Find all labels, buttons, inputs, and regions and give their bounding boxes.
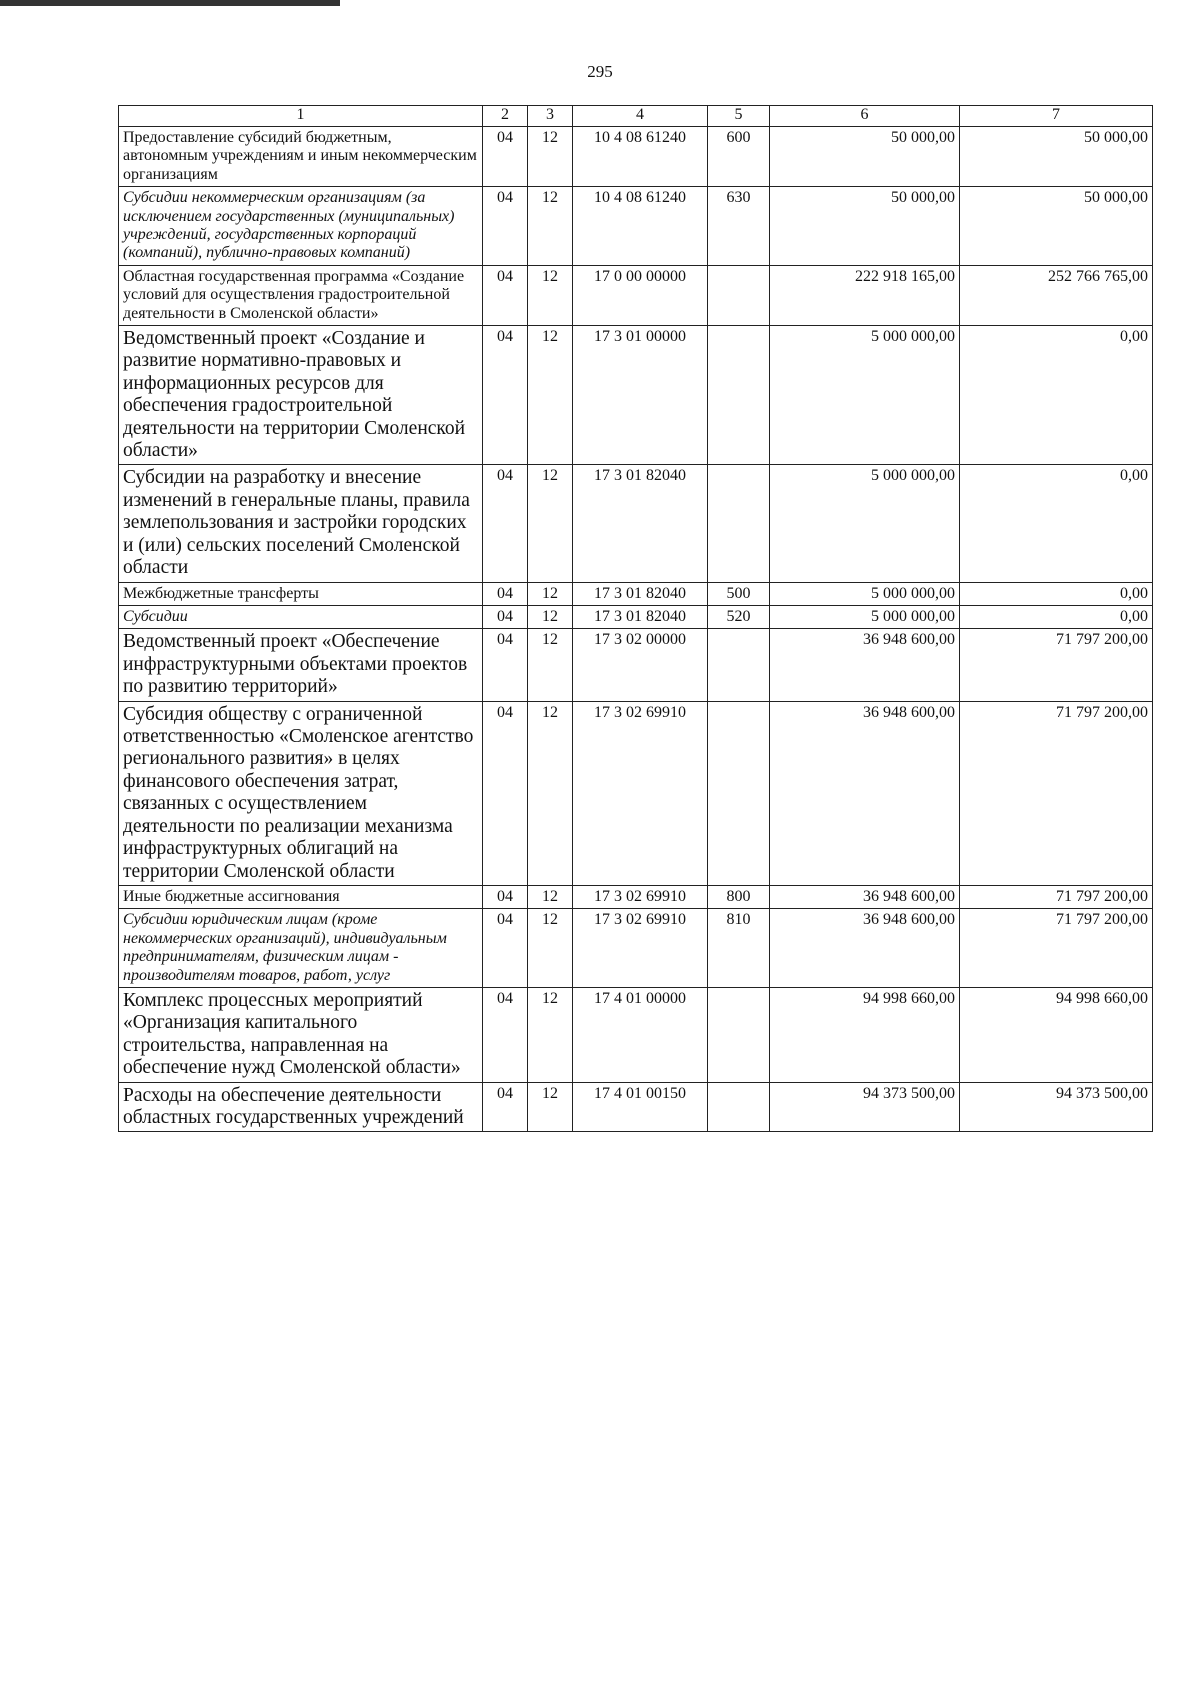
amount-year-2: 0,00 <box>960 605 1153 628</box>
column-header: 3 <box>528 106 573 127</box>
subsection-code: 12 <box>528 701 573 885</box>
subsection-code: 12 <box>528 325 573 465</box>
section-code: 04 <box>483 127 528 187</box>
amount-year-1: 5 000 000,00 <box>770 605 960 628</box>
column-header: 5 <box>708 106 770 127</box>
expense-type-code <box>708 1082 770 1132</box>
row-name: Расходы на обеспечение деятельности областных государственных учреждений <box>119 1082 483 1132</box>
amount-year-1: 36 948 600,00 <box>770 885 960 908</box>
subsection-code: 12 <box>528 465 573 582</box>
target-article-code: 10 4 08 61240 <box>573 127 708 187</box>
amount-year-1: 50 000,00 <box>770 187 960 266</box>
table-row <box>119 885 1153 908</box>
amount-year-2: 0,00 <box>960 582 1153 605</box>
amount-year-2: 94 373 500,00 <box>960 1082 1153 1132</box>
table-row <box>119 701 1153 885</box>
amount-year-2: 50 000,00 <box>960 127 1153 187</box>
amount-year-2: 94 998 660,00 <box>960 987 1153 1082</box>
section-code: 04 <box>483 325 528 465</box>
section-code: 04 <box>483 582 528 605</box>
amount-year-2: 50 000,00 <box>960 187 1153 266</box>
subsection-code: 12 <box>528 987 573 1082</box>
amount-year-1: 5 000 000,00 <box>770 582 960 605</box>
target-article-code: 17 3 02 00000 <box>573 629 708 701</box>
subsection-code: 12 <box>528 582 573 605</box>
expense-type-code <box>708 701 770 885</box>
target-article-code: 17 3 02 69910 <box>573 885 708 908</box>
amount-year-2: 0,00 <box>960 325 1153 465</box>
section-code: 04 <box>483 187 528 266</box>
amount-year-1: 36 948 600,00 <box>770 909 960 988</box>
subsection-code: 12 <box>528 885 573 908</box>
target-article-code: 17 3 02 69910 <box>573 701 708 885</box>
amount-year-1: 36 948 600,00 <box>770 701 960 885</box>
table-row <box>119 605 1153 628</box>
amount-year-2: 71 797 200,00 <box>960 629 1153 701</box>
amount-year-2: 71 797 200,00 <box>960 885 1153 908</box>
subsection-code: 12 <box>528 1082 573 1132</box>
subsection-code: 12 <box>528 629 573 701</box>
table-row <box>119 465 1153 582</box>
row-name: Субсидии некоммерческим организациям (за исключением государственных (муниципальных) учреждений, государственных корпораций (компаний), публично-правовых компаний) <box>119 187 483 266</box>
subsection-code: 12 <box>528 127 573 187</box>
table-row <box>119 582 1153 605</box>
amount-year-1: 94 373 500,00 <box>770 1082 960 1132</box>
section-code: 04 <box>483 987 528 1082</box>
section-code: 04 <box>483 605 528 628</box>
row-name: Предоставление субсидий бюджетным, автономным учреждениям и иным некоммерческим организациям <box>119 127 483 187</box>
expense-type-code: 800 <box>708 885 770 908</box>
table-row <box>119 987 1153 1082</box>
expense-type-code: 500 <box>708 582 770 605</box>
table-row <box>119 1082 1153 1132</box>
section-code: 04 <box>483 701 528 885</box>
row-name: Межбюджетные трансферты <box>119 582 483 605</box>
amount-year-1: 5 000 000,00 <box>770 325 960 465</box>
amount-year-2: 71 797 200,00 <box>960 701 1153 885</box>
section-code: 04 <box>483 885 528 908</box>
subsection-code: 12 <box>528 909 573 988</box>
row-name: Ведомственный проект «Обеспечение инфраструктурными объектами проектов по развитию территорий» <box>119 629 483 701</box>
subsection-code: 12 <box>528 265 573 325</box>
table-row <box>119 909 1153 988</box>
table-row <box>119 325 1153 465</box>
header-row <box>119 106 1153 127</box>
expense-type-code: 630 <box>708 187 770 266</box>
expense-type-code <box>708 629 770 701</box>
row-name: Субсидии на разработку и внесение изменений в генеральные планы, правила землепользования и застройки городских и (или) сельских поселений Смоленской области <box>119 465 483 582</box>
target-article-code: 10 4 08 61240 <box>573 187 708 266</box>
expense-type-code <box>708 265 770 325</box>
expense-type-code <box>708 987 770 1082</box>
column-header: 4 <box>573 106 708 127</box>
section-code: 04 <box>483 909 528 988</box>
table-row <box>119 629 1153 701</box>
target-article-code: 17 3 01 82040 <box>573 605 708 628</box>
amount-year-2: 71 797 200,00 <box>960 909 1153 988</box>
table-row <box>119 127 1153 187</box>
column-header: 2 <box>483 106 528 127</box>
expense-type-code: 810 <box>708 909 770 988</box>
amount-year-1: 36 948 600,00 <box>770 629 960 701</box>
amount-year-2: 0,00 <box>960 465 1153 582</box>
column-header: 1 <box>119 106 483 127</box>
expense-type-code: 520 <box>708 605 770 628</box>
budget-table <box>118 105 1153 1132</box>
row-name: Субсидии <box>119 605 483 628</box>
row-name: Субсидия обществу с ограниченной ответственностью «Смоленское агентство регионального развития» в целях финансового обеспечения затрат, связанных с осуществлением деятельности по реализации механизма инфраструктурных облигаций на территории Смоленской области <box>119 701 483 885</box>
target-article-code: 17 3 02 69910 <box>573 909 708 988</box>
column-header: 6 <box>770 106 960 127</box>
row-name: Иные бюджетные ассигнования <box>119 885 483 908</box>
table-row <box>119 187 1153 266</box>
expense-type-code <box>708 325 770 465</box>
target-article-code: 17 3 01 82040 <box>573 465 708 582</box>
amount-year-1: 5 000 000,00 <box>770 465 960 582</box>
subsection-code: 12 <box>528 187 573 266</box>
section-code: 04 <box>483 629 528 701</box>
target-article-code: 17 4 01 00150 <box>573 1082 708 1132</box>
section-code: 04 <box>483 465 528 582</box>
amount-year-1: 50 000,00 <box>770 127 960 187</box>
target-article-code: 17 3 01 82040 <box>573 582 708 605</box>
section-code: 04 <box>483 1082 528 1132</box>
amount-year-2: 252 766 765,00 <box>960 265 1153 325</box>
target-article-code: 17 3 01 00000 <box>573 325 708 465</box>
page-number: 295 <box>587 62 613 81</box>
column-header: 7 <box>960 106 1153 127</box>
scan-edge <box>0 0 340 6</box>
expense-type-code <box>708 465 770 582</box>
row-name: Комплекс процессных мероприятий «Организация капитального строительства, направленная на обеспечение нужд Смоленской области» <box>119 987 483 1082</box>
target-article-code: 17 4 01 00000 <box>573 987 708 1082</box>
section-code: 04 <box>483 265 528 325</box>
subsection-code: 12 <box>528 605 573 628</box>
row-name: Областная государственная программа «Создание условий для осуществления градостроительной деятельности в Смоленской области» <box>119 265 483 325</box>
amount-year-1: 94 998 660,00 <box>770 987 960 1082</box>
row-name: Субсидии юридическим лицам (кроме некоммерческих организаций), индивидуальным предпринимателям, физическим лицам - производителям товаров, работ, услуг <box>119 909 483 988</box>
target-article-code: 17 0 00 00000 <box>573 265 708 325</box>
amount-year-1: 222 918 165,00 <box>770 265 960 325</box>
row-name: Ведомственный проект «Создание и развитие нормативно-правовых и информационных ресурсов для обеспечения градостроительной деятельности на территории Смоленской области» <box>119 325 483 465</box>
table-row <box>119 265 1153 325</box>
expense-type-code: 600 <box>708 127 770 187</box>
